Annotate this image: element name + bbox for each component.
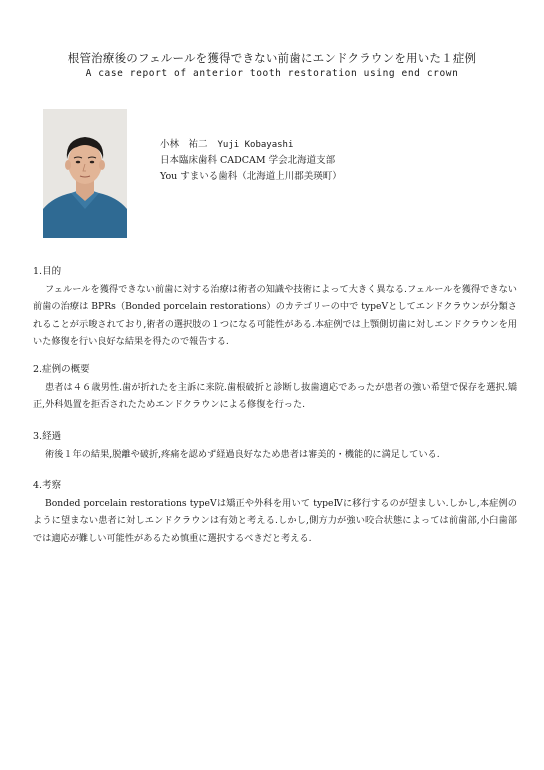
author-name-japanese: 小林 祐二 bbox=[160, 139, 208, 150]
section-progress bbox=[33, 428, 517, 463]
section-body: 患者は４６歳男性.歯が折れたを主訴に来院.歯根破折と診断し抜歯適応であったが患者の強い希望で保存を選択.矯正,外科処置を拒否されたためエンドクラウンによる修復を行った. bbox=[33, 382, 517, 411]
section-body: 術後１年の結果,脱離や破折,疼痛を認めず経過良好なため患者は審美的・機能的に満足している. bbox=[45, 449, 440, 461]
title-japanese: 根管治療後のフェルールを獲得できない前歯にエンドクラウンを用いた１症例 bbox=[67, 51, 477, 65]
author-clinic: You すまいる歯科（北海道上川郡美瑛町） bbox=[160, 171, 342, 182]
title-english: A case report of anterior tooth restoration using end crown bbox=[85, 68, 459, 79]
section-heading: 1.目的 bbox=[33, 266, 62, 277]
section-body: Bonded porcelain restorations typeⅤは矯正や外科を用いて typeⅣに移行するのが望ましい.しかし,本症例のように望まない患者に対しエンドクラウンは有効と考える.しかし,側方力が強い咬合状態によっては前歯部,小臼歯部では適応が難しい可能性があるため慎重に選択するべきだと考える. bbox=[33, 498, 517, 544]
section-discussion bbox=[33, 477, 517, 547]
section-body: フェルールを獲得できない前歯に対する治療は術者の知識や技術によって大きく異なる.フェルールを獲得できない前歯の治療は BPRs（Bonded porcelain restorations）のカテゴリーの中で typeⅤとしてエンドクラウンが分類されることが示唆されており,術者の選択肢の１つになる可能性がある.本症例では上顎側切歯に対しエンドクラウンを用いた修復を行い良好な結果を得たので報告する. bbox=[33, 284, 517, 347]
author-name-line bbox=[160, 137, 342, 153]
section-case-summary bbox=[33, 361, 517, 414]
author-photo bbox=[43, 109, 127, 238]
author-name-english: Yuji Kobayashi bbox=[217, 140, 294, 150]
section-purpose bbox=[33, 263, 517, 350]
section-heading: 4.考察 bbox=[33, 480, 62, 491]
author-block bbox=[160, 137, 342, 185]
author-affiliation: 日本臨床歯科 CADCAM 学会北海道支部 bbox=[160, 155, 336, 166]
section-heading: 2.症例の概要 bbox=[33, 364, 90, 375]
section-heading: 3.経過 bbox=[33, 431, 62, 442]
